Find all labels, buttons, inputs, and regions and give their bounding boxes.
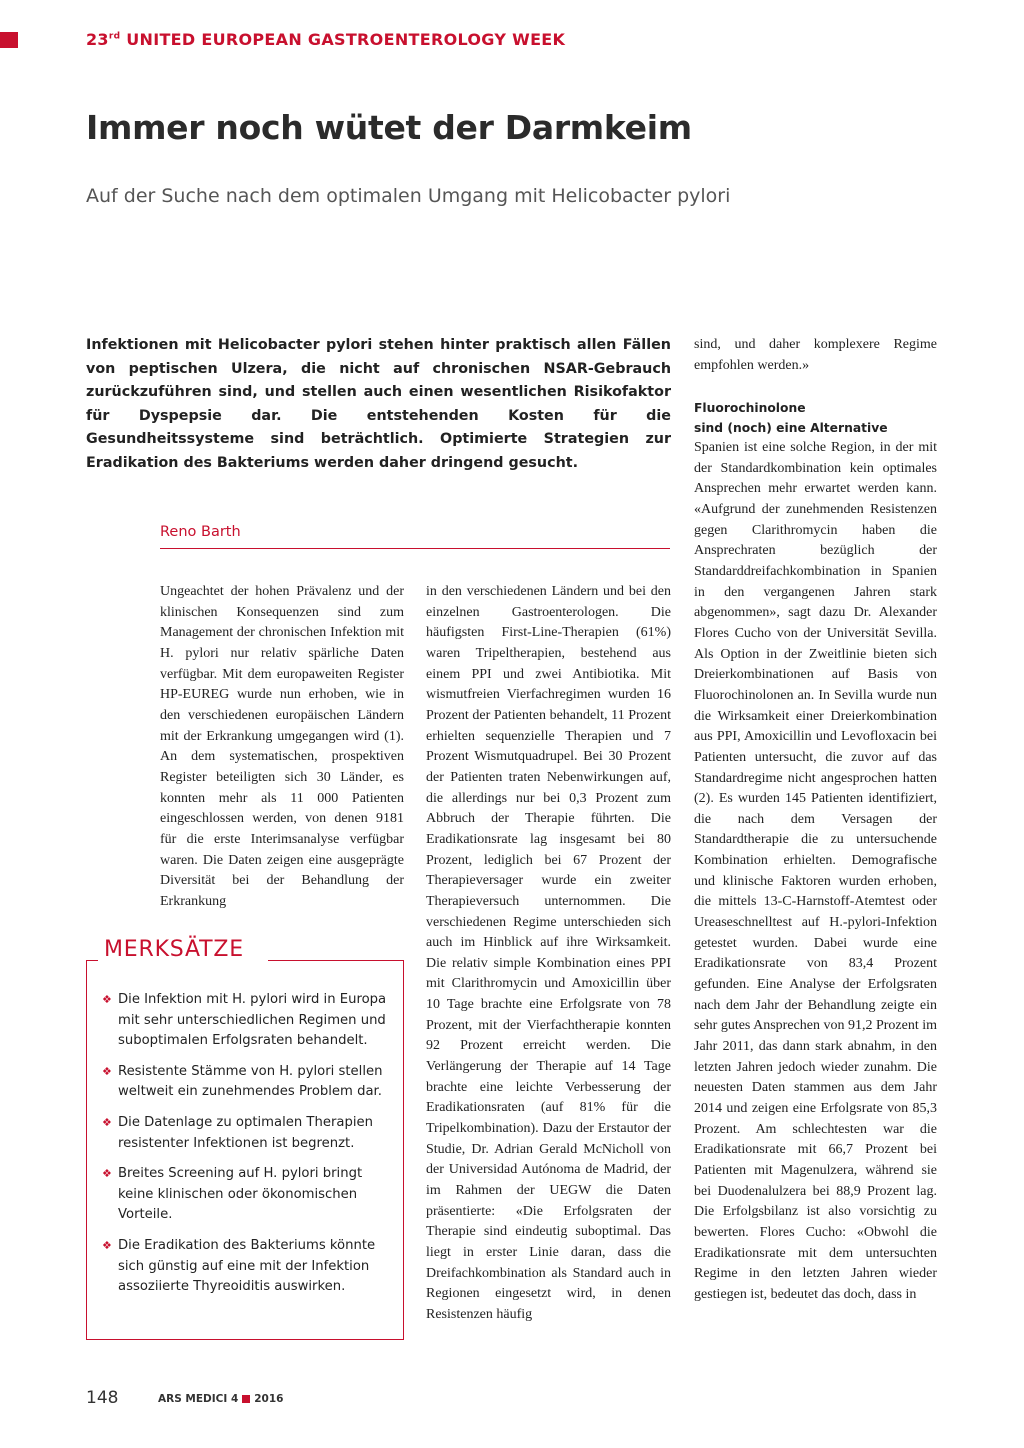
body-column-1: Ungeachtet der hohen Prävalenz und der klinischen Konsequenzen sind zum Management der chronischen Infektion mit H. pylori nur relativ spärliche Daten verfügbar. Mit dem europaweiten Register HP-EUREG wurde nun erhoben, wie in den verschiedenen europäischen Ländern mit der Erkrankung umgegangen wird (1). An dem systematischen, prospektiven Register beteiligten sich 30 Länder, es konnten mehr als 11 000 Patienten eingeschlossen werden, von denen 9181 für die erste Interimsanalyse verfügbar waren. Die Daten zeigen eine ausgeprägte Diversität bei der Behandlung der Erkrankung	[160, 584, 404, 909]
section-heading-line-2: sind (noch) eine Alternative	[694, 421, 888, 435]
diamond-bullet-icon: ❖	[102, 1167, 112, 1181]
key-point-item	[102, 990, 392, 1052]
diamond-bullet-icon: ❖	[102, 1064, 112, 1078]
key-points-list	[102, 990, 392, 1308]
conference-header	[86, 30, 565, 49]
author-name: Reno Barth	[160, 524, 241, 540]
key-point-item	[102, 1164, 392, 1226]
author-divider	[160, 548, 670, 549]
body-column-3-top: sind, und daher komplexere Regime empfohlen werden.»	[694, 337, 937, 373]
key-points-title: MERKSÄTZE	[104, 937, 244, 962]
article-subtitle: Auf der Suche nach dem optimalen Umgang mit Helicobacter pylori	[86, 185, 731, 207]
page-number: 148	[86, 1388, 119, 1408]
diamond-bullet-icon: ❖	[102, 1115, 112, 1129]
key-point-item	[102, 1062, 392, 1103]
key-points-box-top-right	[268, 960, 404, 961]
key-point-item	[102, 1113, 392, 1154]
body-column-3: Spanien ist eine solche Region, in der mit der Standardkombination kein optimales Ansprechen mehr erwartet werden kann. «Aufgrund der zunehmenden Resistenzen gegen Clarithromycin haben die Ansprechraten bezüglich der Standarddreifachkombination in Spanien in den vergangenen Jahren stark abgenommen», sagt dazu Dr. Alexander Flores Cucho von der Universität Sevilla. Als Option in der Zweitlinie bieten sich Dreierkombinationen auf Basis von Fluorochinolonen an. In Sevilla wurde nun die Wirksamkeit einer Dreierkombination aus PPI, Amoxicillin und Levofloxacin bei Patienten untersucht, die zuvor auf das Standardregime nicht angesprochen hatten (2). Es wurden 145 Patienten identifiziert, die nach dem Versagen der Standardtherapie die zu untersuchende Kombination erhielten. Demografische und klinische Faktoren wurden erhoben, die mittels 13-C-Harnstoff-Atemtest oder Ureaseschnelltest auf H.-pylori-Infektion getestet wurden. Dabei wurde eine Eradikationsrate von 83,4 Prozent gefunden. Eine Analyse der Erfolgsraten nach dem Jahr der Behandlung zeigte ein sehr gutes Ansprechen von 91,2 Prozent im Jahr 2011, das dann stark abnahm, in den letzten Jahren jedoch wieder zunahm. Die neuesten Daten stammen aus dem Jahr 2014 und zeigen eine Erfolgsrate von 85,3 Prozent. Am schlechtesten war die Eradikationsrate mit 66,7 Prozent bei Patienten mit Magenulzera, während sie bei Duodenalulzera bei 88,9 Prozent lag. Die Erfolgsbilanz ist also vorsichtig zu bewerten. Flores Cucho: «Obwohl die Eradikationsrate mit dem untersuchten Regime in den letzten Jahren wieder gestiegen ist, bedeutet das doch, dass in	[694, 440, 938, 1302]
conference-ordinal-suffix: rd	[108, 31, 121, 42]
journal-year: 2016	[254, 1393, 284, 1405]
square-separator-icon	[242, 1395, 250, 1403]
journal-name: ARS MEDICI 4	[158, 1393, 239, 1405]
key-points-box-top-left	[86, 960, 98, 961]
conference-name: UNITED EUROPEAN GASTROENTEROLOGY WEEK	[126, 30, 566, 49]
section-heading	[694, 398, 937, 438]
article-title: Immer noch wütet der Darmkeim	[86, 108, 692, 147]
key-point-text: Die Eradikation des Bakteriums könnte sich günstig auf eine mit der Infektion assoziierte Thyreoiditis auswirken.	[118, 1237, 376, 1295]
diamond-bullet-icon: ❖	[102, 1238, 112, 1252]
key-point-text: Breites Screening auf H. pylori bringt keine klinischen oder ökonomischen Vorteile.	[118, 1166, 363, 1223]
key-point-text: Die Infektion mit H. pylori wird in Europa mit sehr unterschiedlichen Regimen und suboptimalen Erfolgsraten behandelt.	[118, 992, 387, 1049]
corner-marker	[0, 32, 18, 48]
journal-footer	[158, 1393, 283, 1405]
body-column-2: in den verschiedenen Ländern und bei den einzelnen Gastroenterologen. Die häufigsten First-Line-Therapien (61%) waren Tripeltherapien, bestehend aus einem PPI und zwei Antibiotika. Mit wismutfreien Vierfachregimen wurden 16 Prozent der Patienten behandelt, 11 Prozent erhielten sequenzielle Therapien und 7 Prozent Wismutquadrupel. Bei 30 Prozent der Patienten traten Nebenwirkungen auf, die allerdings nur bei 0,3 Prozent zum Abbruch der Therapie führten. Die Eradikationsrate lag insgesamt bei 80 Prozent, lediglich bei 67 Prozent der Therapieversager wurde ein zweiter Therapieversuch unternommen. Die verschiedenen Regime unterschieden sich auch im Hinblick auf ihre Wirksamkeit. Die relativ simple Kombination eines PPI mit Clarithromycin und Amoxicillin über 10 Tage brachte eine Erfolgsrate von 78 Prozent, mit der Vierfachtherapie konnten 92 Prozent erreicht werden. Die Verlängerung der Therapie auf 14 Tage brachte eine leichte Verbesserung der Eradikationsraten (auf 81% für die Tripelkombination). Dazu der Erstautor der Studie, Dr. Adrian Gerald McNicholl von der Universidad Autónoma de Madrid, der im Rahmen der UEGW die Daten präsentierte: «Die Erfolgsraten der Therapie sind eindeutig suboptimal. Das liegt in erster Linie daran, dass die Dreifachkombination als Standard auch in Regionen eingesetzt wird, in denen Resistenzen häufig	[426, 584, 671, 1322]
key-point-text: Die Datenlage zu optimalen Therapien resistenter Infektionen ist begrenzt.	[118, 1114, 373, 1151]
article-lead: Infektionen mit Helicobacter pylori stehen hinter praktisch allen Fällen von peptischen Ulzera, die nicht auf chronischen NSAR-Gebrauch zurückzuführen sind, und stellen auch einen wesentlichen Risikofaktor für Dyspepsie dar. Die entstehenden Kosten für die Gesundheitssysteme sind beträchtlich. Optimierte Strategien zur Eradikation des Bakteriums werden daher dringend gesucht.	[86, 337, 671, 471]
diamond-bullet-icon: ❖	[102, 993, 112, 1006]
key-point-item	[102, 1236, 392, 1298]
section-heading-line-1: Fluorochinolone	[694, 401, 806, 415]
key-point-text: Resistente Stämme von H. pylori stellen weltweit ein zunehmendes Problem dar.	[118, 1063, 383, 1100]
conference-ordinal: 23	[86, 30, 109, 49]
